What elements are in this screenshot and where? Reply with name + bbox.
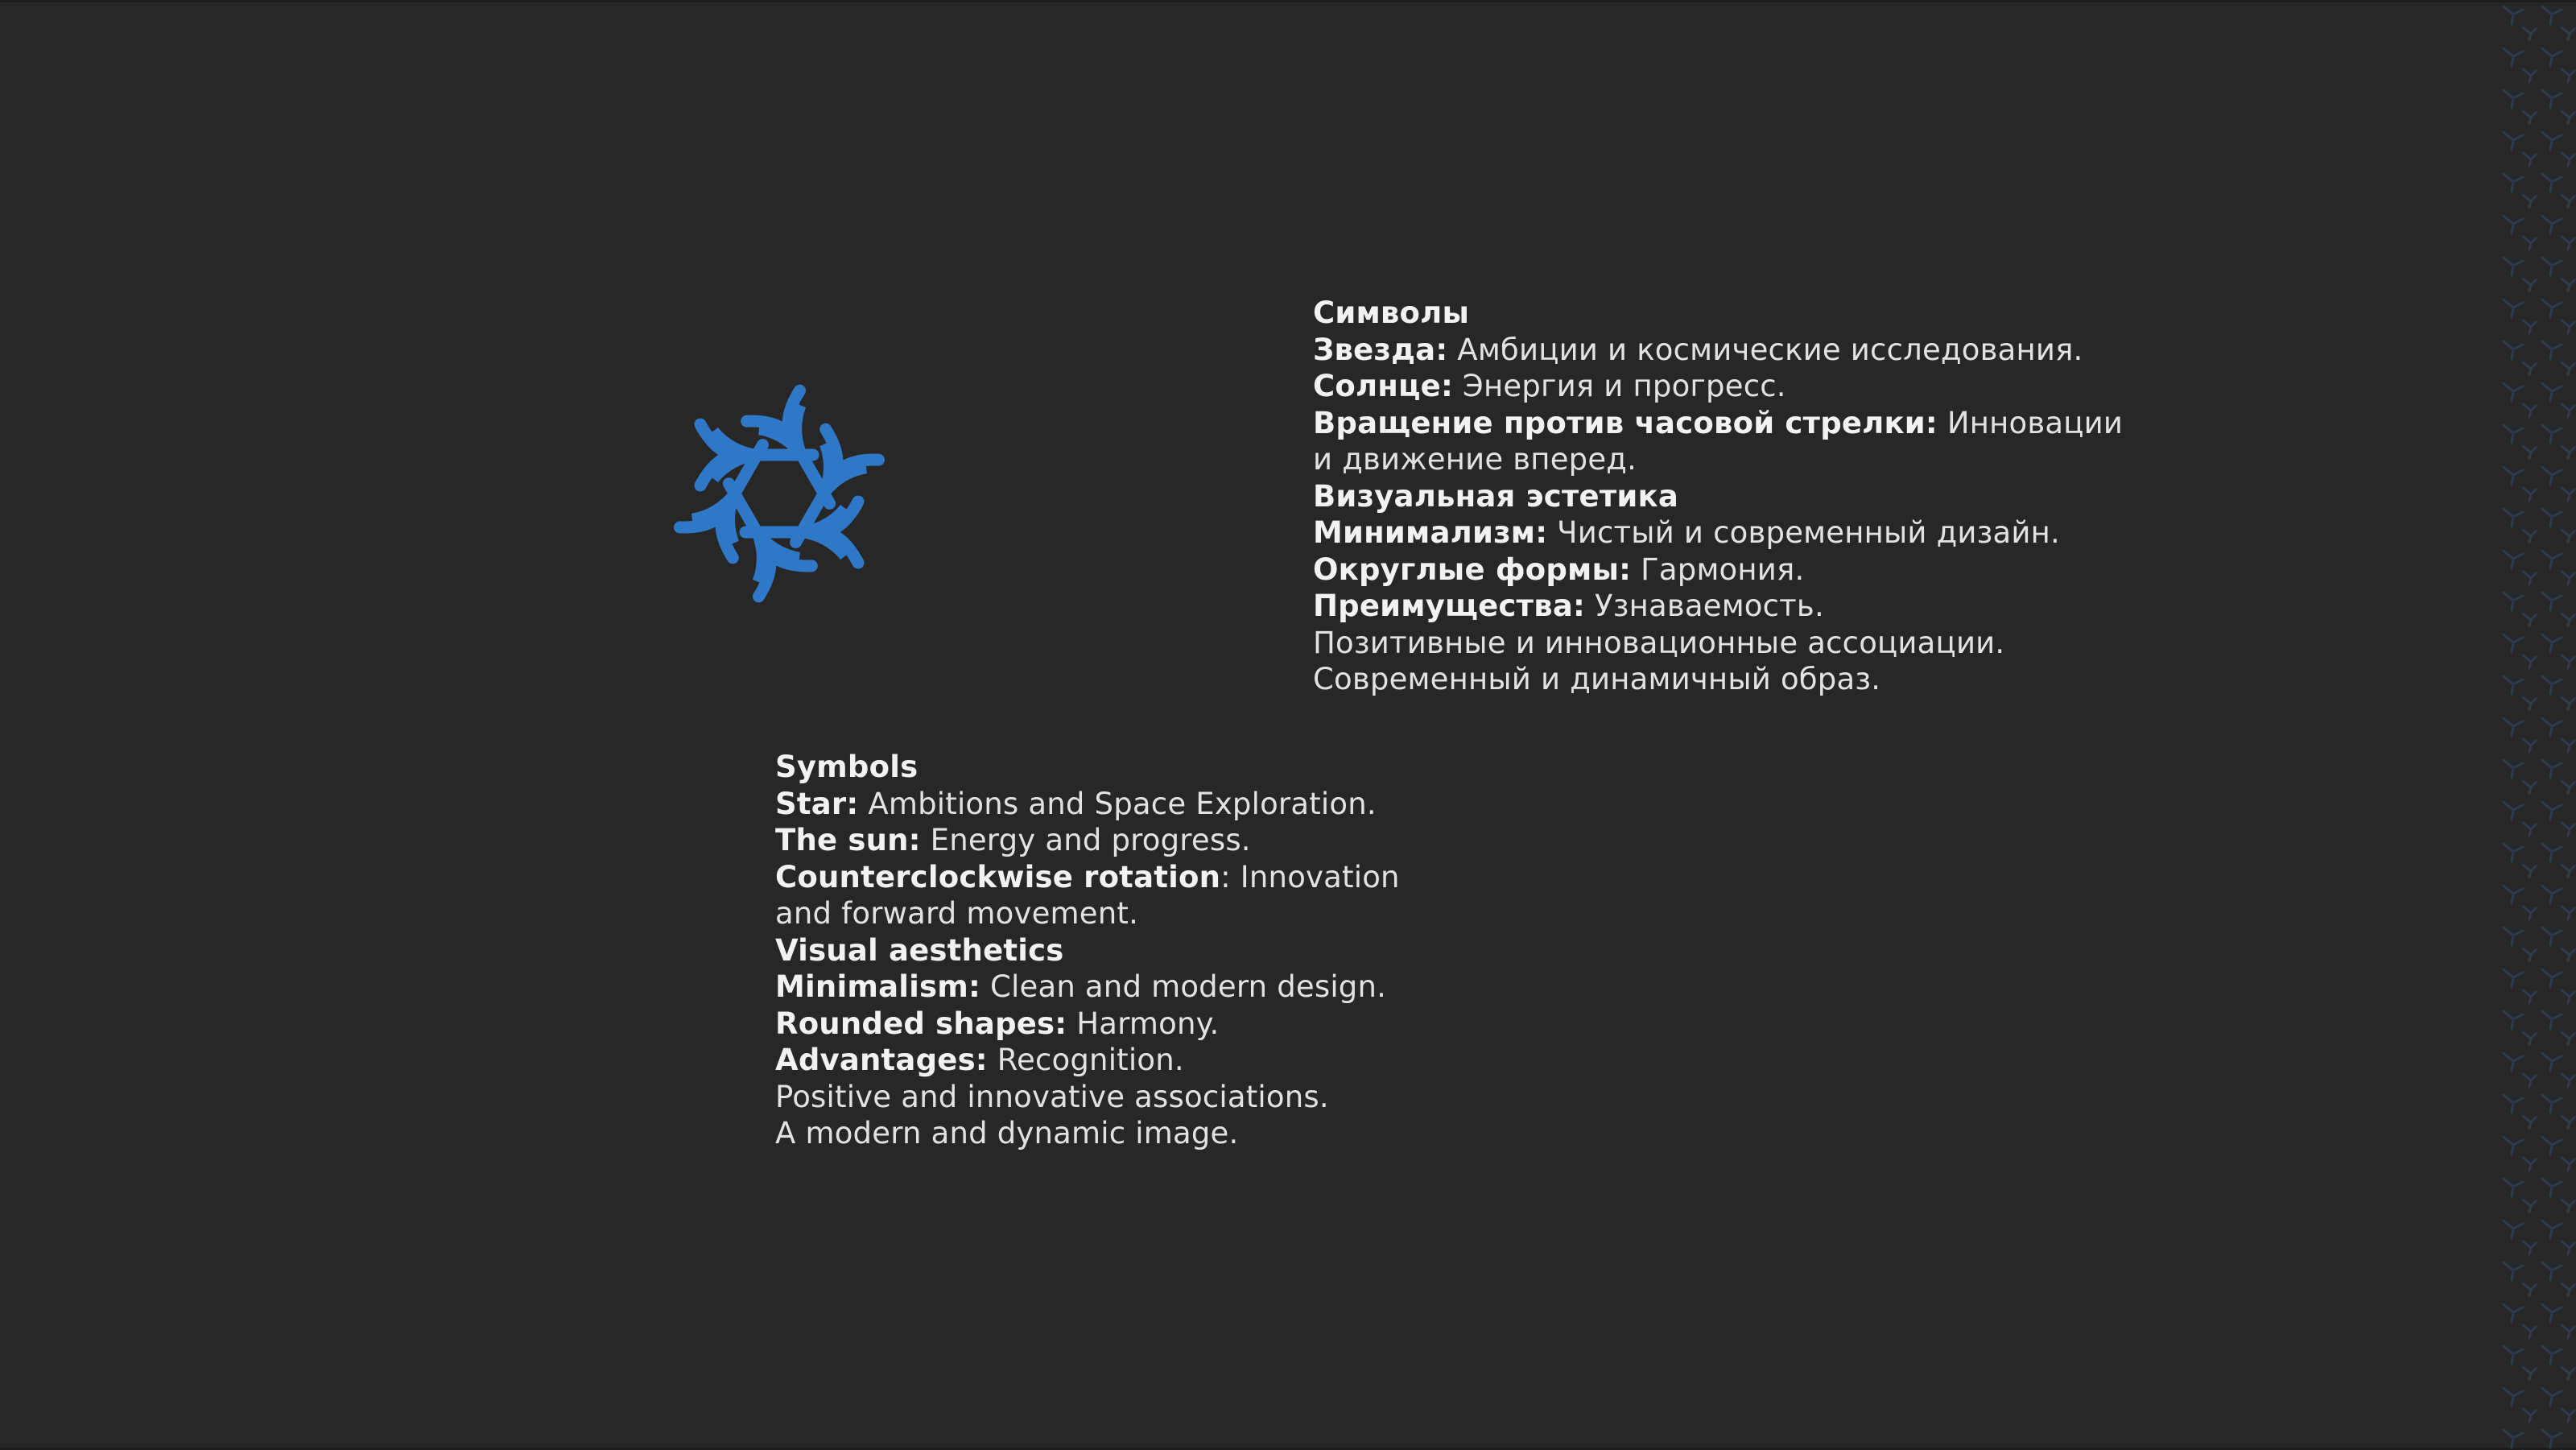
ru-advantages-text: Узнаваемость. <box>1585 589 1824 623</box>
en-line-rotation-cont <box>775 895 1400 932</box>
star-rotation-logo-icon <box>597 337 961 651</box>
en-line-minimalism <box>775 969 1400 1006</box>
ru-rounded-text: Гармония. <box>1631 551 1805 587</box>
en-line-positive <box>775 1079 1400 1116</box>
russian-description <box>1313 295 2123 698</box>
ru-rounded-label: Округлые формы: <box>1313 551 1632 587</box>
en-advantages-text: Recognition. <box>987 1043 1184 1077</box>
ru-rotation-text: Инновации <box>1937 405 2124 440</box>
en-rotation-text-cont: and forward movement. <box>775 896 1139 931</box>
ru-symbols-heading: Символы <box>1313 295 1470 330</box>
en-advantages-label: Advantages: <box>775 1043 988 1077</box>
en-aesthetics-heading: Visual aesthetics <box>775 932 1064 968</box>
ru-positive-text: Позитивные и инновационные ассоциации. <box>1313 625 2005 660</box>
ru-sun-text: Энергия и прогресс. <box>1452 369 1786 403</box>
ru-advantages-label: Преимущества: <box>1313 589 1585 623</box>
en-line-symbols <box>775 749 1400 786</box>
ru-line-symbols <box>1313 295 2123 332</box>
top-border <box>0 0 2576 2</box>
en-rounded-label: Rounded shapes: <box>775 1006 1067 1041</box>
en-star-label: Star: <box>775 786 859 821</box>
ru-line-rotation-cont <box>1313 441 2123 478</box>
en-line-modern <box>775 1115 1400 1152</box>
en-minimalism-label: Minimalism: <box>775 969 980 1004</box>
ru-rotation-text-cont: и движение вперед. <box>1313 442 1637 477</box>
ru-line-minimalism <box>1313 514 2123 551</box>
ru-star-text: Амбиции и космические исследования. <box>1447 332 2083 367</box>
ru-line-sun <box>1313 368 2123 405</box>
english-description <box>775 749 1400 1152</box>
en-symbols-heading: Symbols <box>775 750 919 784</box>
ru-sun-label: Солнце: <box>1313 369 1453 403</box>
ru-line-modern <box>1313 661 2123 698</box>
en-line-sun <box>775 822 1400 859</box>
ru-modern-text: Современный и динамичный образ. <box>1313 662 1881 696</box>
ru-star-label: Звезда: <box>1313 332 1448 367</box>
en-modern-text: A modern and dynamic image. <box>775 1116 1239 1150</box>
ru-line-rounded <box>1313 551 2123 589</box>
en-line-rounded <box>775 1006 1400 1043</box>
en-rotation-label: Counterclockwise rotation <box>775 859 1221 894</box>
decorative-pattern-strip <box>2499 0 2576 1450</box>
en-line-rotation <box>775 859 1400 896</box>
en-sun-text: Energy and progress. <box>920 823 1251 857</box>
en-minimalism-text: Clean and modern design. <box>980 969 1387 1004</box>
ru-line-positive <box>1313 625 2123 662</box>
en-rotation-text: : Innovation <box>1220 859 1400 894</box>
en-line-advantages <box>775 1042 1400 1079</box>
ru-minimalism-label: Минимализм: <box>1313 515 1548 550</box>
ru-line-advantages <box>1313 588 2123 625</box>
en-rounded-text: Harmony. <box>1067 1006 1220 1041</box>
en-star-text: Ambitions and Space Exploration. <box>858 786 1377 821</box>
ru-rotation-label: Вращение против часовой стрелки: <box>1313 405 1938 440</box>
ru-line-aesthetics <box>1313 478 2123 515</box>
en-line-aesthetics <box>775 932 1400 969</box>
en-sun-label: The sun: <box>775 823 921 857</box>
en-line-star <box>775 786 1400 823</box>
ru-line-star <box>1313 332 2123 369</box>
ru-minimalism-text: Чистый и современный дизайн. <box>1547 515 2061 550</box>
en-positive-text: Positive and innovative associations. <box>775 1079 1329 1114</box>
ru-line-rotation <box>1313 405 2123 442</box>
ru-aesthetics-heading: Визуальная эстетика <box>1313 478 1679 514</box>
